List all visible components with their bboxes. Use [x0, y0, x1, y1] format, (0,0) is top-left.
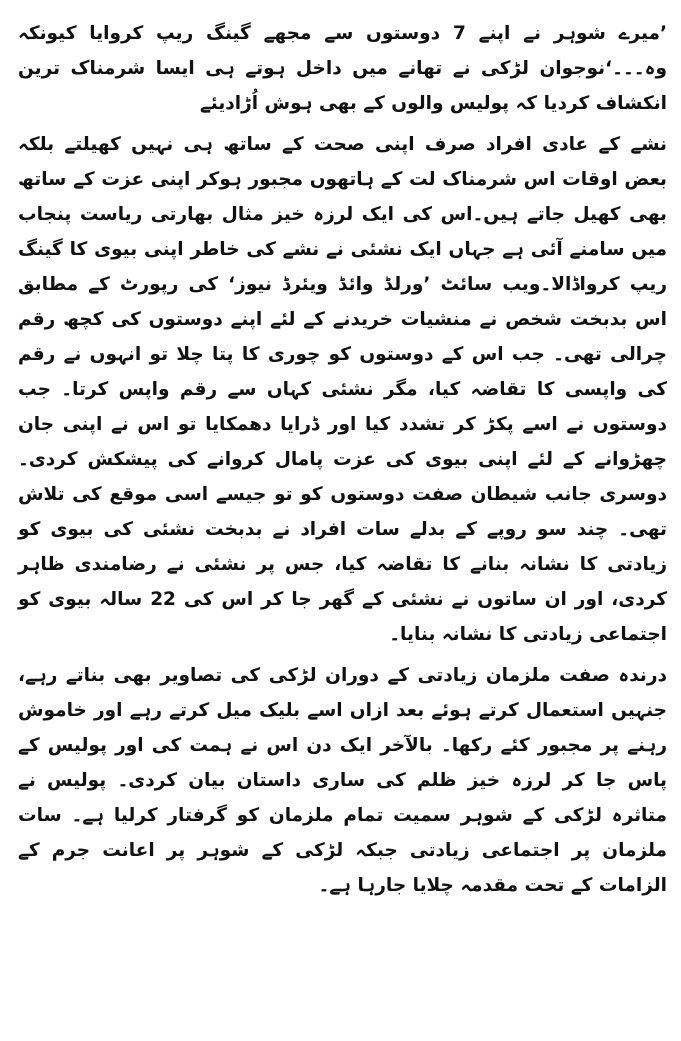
- body-paragraph: نشے کے عادی افراد صرف اپنی صحت کے ساتھ ہی نہیں کھیلتے بلکہ بعض اوقات اس شرمناک لت کے ہاتھوں مجبور ہوکر اپنی عزت کے ساتھ بھی کھیل جاتے ہیں۔اس کی ایک لرزہ خیز مثال بھارتی ریاست پنجاب میں سامنے آئی ہے جہاں ایک نشئی نے نشے کی خاطر اپنی بیوی کا گینگ ریپ کرواڈالا۔ویب سائٹ ’ورلڈ وائڈ ویئرڈ نیوز‘ کی رپورٹ کے مطابق اس بدبخت شخص نے منشیات خریدنے کے لئے اپنے دوستوں کی کچھ رقم چرالی تھی۔ جب اس کے دوستوں کو چوری کا پتا چلا تو انہوں نے رقم کی واپسی کا تقاضہ کیا، مگر نشئی کہاں سے رقم واپس کرتا۔ جب دوستوں نے اسے پکڑ کر تشدد کیا اور ڈرایا دھمکایا تو اس نے اپنی جان چھڑوانے کے لئے اپنی بیوی کی عزت پامال کروانے کی پیشکش کردی۔ دوسری جانب شیطان صفت دوستوں کو تو جیسے اسی موقع کی تلاش تھی۔ چند سو روپے کے بدلے سات افراد نے بدبخت نشئی کی بیوی کو زیادتی کا نشانہ بنانے کا تقاضہ کیا، جس پر نشئی نے رضامندی ظاہر کردی، اور ان ساتوں نے نشئی کے گھر جا کر اس کی 22 سالہ بیوی کو اجتماعی زیادتی کا نشانہ بنایا۔: [18, 134, 667, 645]
- headline-paragraph: ’میرے شوہر نے اپنے 7 دوستوں سے مجھے گینگ ریپ کروایا کیونکہ وہ۔۔۔‘نوجوان لڑکی نے تھانے میں داخل ہوتے ہی ایسا شرمناک ترین انکشاف کردیا کہ پولیس والوں کے بھی ہوش اُڑادیئے: [18, 23, 668, 114]
- closing-paragraph: درندہ صفت ملزمان زیادتی کے دوران لڑکی کی تصاویر بھی بناتے رہے، جنہیں استعمال کرتے ہوئے بعد ازاں اسے بلیک میل کرتے رہے اور خاموش رہنے پر مجبور کئے رکھا۔ بالآخر ایک دن اس نے ہمت کی اور پولیس کے پاس جا کر لرزہ خیز ظلم کی ساری داستان بیان کردی۔ پولیس نے متاثرہ لڑکی کے شوہر سمیت تمام ملزمان کو گرفتار کرلیا ہے۔ سات ملزمان پر اجتماعی زیادتی جبکہ لڑکی کے شوہر پر اعانت جرم کے الزامات کے تحت مقدمہ چلایا جارہا ہے۔: [18, 665, 667, 896]
